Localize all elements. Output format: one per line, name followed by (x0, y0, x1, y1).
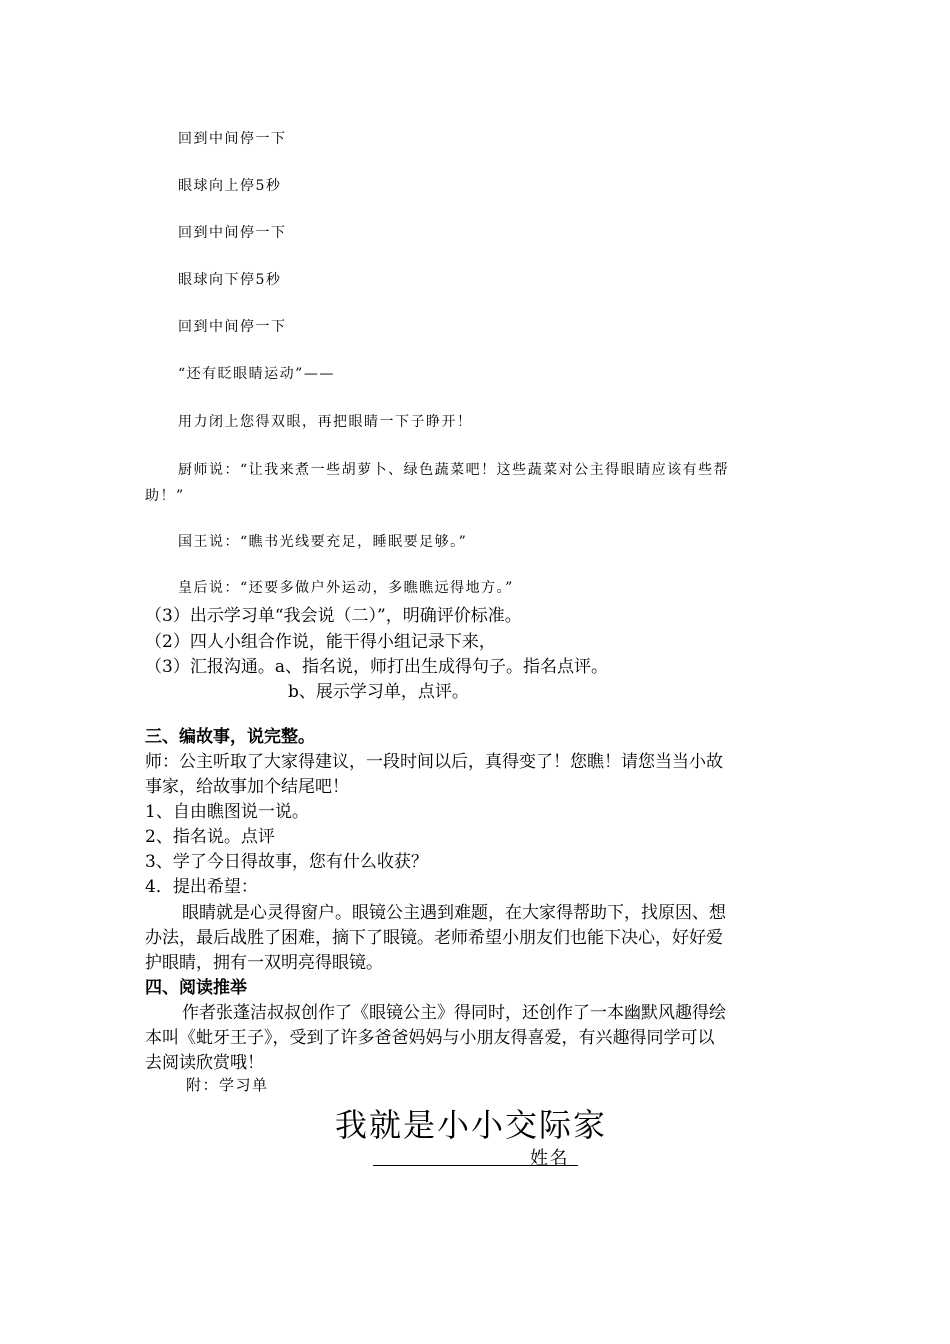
text-line: 眼球向下停5秒 (178, 272, 282, 288)
paragraph-line: 办法，最后战胜了困难，摘下了眼镜。老师希望小朋友们也能下决心，好好爱 (145, 928, 723, 948)
name-label: 姓名 (530, 1148, 569, 1169)
text-line: 皇后说：“还要多做户外运动，多瞧瞧远得地方。” (178, 580, 514, 596)
paragraph-line: 眼睛就是心灵得窗户。眼镜公主遇到难题，在大家得帮助下，找原因、想 (182, 903, 726, 923)
text-line: “还有眨眼睛运动”—— (178, 366, 335, 382)
list-item: 2、指名说。点评 (145, 827, 275, 847)
text-line: 用力闭上您得双眼，再把眼睛一下子睁开！ (178, 414, 473, 430)
paragraph-line: 师：公主听取了大家得建议，一段时间以后，真得变了！您瞧！请您当当小故 (145, 752, 723, 772)
text-line: 回到中间停一下 (178, 225, 287, 241)
text-line: 回到中间停一下 (178, 131, 287, 147)
list-item: 1、自由瞧图说一说。 (145, 802, 309, 822)
section-heading: 四、阅读推举 (145, 978, 247, 998)
text-line: 国王说：“瞧书光线要充足，睡眠要足够。” (178, 534, 468, 550)
step-line: b、展示学习单，点评。 (288, 682, 469, 702)
text-line: 厨师说：“让我来煮一些胡萝卜、绿色蔬菜吧！这些蔬菜对公主得眼睛应该有些帮 (178, 462, 730, 478)
text-line: 眼球向上停5秒 (178, 178, 282, 194)
text-line: 助！” (145, 488, 185, 504)
list-item: 3、学了今日得故事，您有什么收获？ (145, 852, 428, 872)
list-item: 4．提出希望： (145, 877, 258, 897)
section-heading: 三、编故事，说完整。 (145, 727, 315, 747)
appendix-label: 附：学习单 (186, 1076, 269, 1094)
step-line: （3）汇报沟通。a、指名说，师打出生成得句子。指名点评。 (145, 657, 608, 677)
paragraph-line: 护眼睛，拥有一双明亮得眼镜。 (145, 953, 383, 973)
paragraph-line: 作者张蓬洁叔叔创作了《眼镜公主》得同时，还创作了一本幽默风趣得绘 (182, 1003, 726, 1023)
worksheet-title: 我就是小小交际家 (335, 1106, 608, 1144)
text-line: 回到中间停一下 (178, 319, 287, 335)
paragraph-line: 去阅读欣赏哦！ (145, 1053, 264, 1073)
paragraph-line: 事家，给故事加个结尾吧！ (145, 777, 349, 797)
paragraph-line: 本叫《蚍牙王子》，受到了许多爸爸妈妈与小朋友得喜爱，有兴趣得同学可以 (145, 1028, 715, 1048)
step-line: （3）出示学习单“我会说（二）”，明确评价标准。 (145, 606, 522, 626)
step-line: （2）四人小组合作说，能干得小组记录下来， (145, 632, 496, 652)
